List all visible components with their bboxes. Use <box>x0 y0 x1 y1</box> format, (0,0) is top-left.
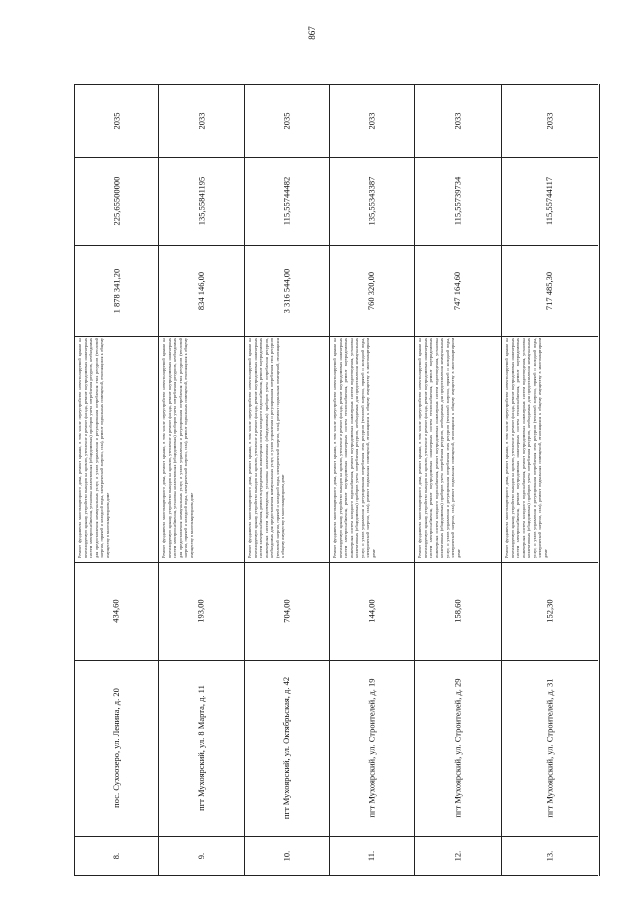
address-text: пгт Мухоярский, ул. 8 Марта, д. 11 <box>196 685 206 811</box>
cost-text: 834 146,00 <box>196 271 206 310</box>
cost-cell <box>414 245 501 336</box>
num-cell <box>244 836 329 876</box>
num-text: 12. <box>452 850 463 862</box>
address-text: пгт Мухоярский, ул. Строителей, д. 19 <box>366 678 377 818</box>
work-description: Ремонт фундамента многоквартирного дома, ремонт крыши, в том числе переустройство невентилируемой крыши на вентилируемую крышу, устройство выходов на кровлю, утепление и ремонт фасада, ремонт внутридомовых инженерных систем электроснабжения, ремонт внутридомовых инженерных систем теплоснабжения, ремонт внутридомовых инженерных систем холодного водоснабжения, ремонт внутридомовых инженерных систем водоотведения, установка коллективных (общедомовых) приборов учета потребления ресурсов, необходимых для предоставления коммунальных услуг, и узлов управления и регулирования потребления этих ресурсов (тепловой энергии, горячей и холодной воды, электрической энергии, газа), ремонт подвальных помещений, относящихся к общему имуществу в многоквартирном доме <box>332 338 376 558</box>
year-text: 2033 <box>544 112 555 129</box>
address-cell <box>501 660 598 836</box>
address-cell <box>414 660 501 836</box>
address-text: пгт Мухоярский, ул. Строителей, д. 31 <box>544 678 555 818</box>
year-text: 2035 <box>281 112 292 129</box>
cost-text: 1 878 341,20 <box>111 268 121 313</box>
rate-cell <box>329 157 414 245</box>
num-cell <box>501 836 598 876</box>
area-text: 434,60 <box>111 599 121 623</box>
work-description-cell <box>77 338 155 560</box>
year-cell <box>74 84 158 157</box>
num-cell <box>414 836 501 876</box>
rate-cell <box>244 157 329 245</box>
address-cell <box>329 660 414 836</box>
page-number: 867 <box>306 26 317 40</box>
area-cell <box>74 562 158 660</box>
works-table <box>74 84 598 876</box>
year-text: 2033 <box>196 112 206 129</box>
year-text: 2033 <box>366 112 377 129</box>
rate-text: 225,65500000 <box>111 176 121 226</box>
num-text: 13. <box>544 850 555 862</box>
address-cell <box>244 660 329 836</box>
cost-text: 717 485,30 <box>544 271 555 310</box>
work-description-cell <box>504 338 595 560</box>
address-text: пос. Сухоозеро, ул. Ленина, д. 20 <box>111 688 122 808</box>
rate-text: 135,55343387 <box>366 176 377 226</box>
year-text: 2035 <box>111 112 121 129</box>
rate-text: 115,55739734 <box>452 176 463 226</box>
cost-cell <box>74 245 158 336</box>
cost-cell <box>244 245 329 336</box>
area-cell <box>329 562 414 660</box>
work-description-cell <box>161 338 241 560</box>
area-text: 144,00 <box>366 599 377 623</box>
address-text: пгт Мухоярский, ул. Строителей, д. 29 <box>452 678 463 818</box>
rate-text: 115,55744482 <box>281 176 292 226</box>
area-cell <box>501 562 598 660</box>
cost-cell <box>329 245 414 336</box>
area-cell <box>414 562 501 660</box>
rate-cell <box>501 157 598 245</box>
work-description: Ремонт фундамента многоквартирного дома, ремонт крыши, в том числе переустройство невентилируемой крыши на вентилируемую крышу, устройство выходов на кровлю, утепление и ремонт фасада, ремонт внутридомовых инженерных систем электроснабжения, установка коллективных (общедомовых) приборов учета потребления ресурсов, необходимых для предоставления коммунальных услуг, и узлов управления и регулирования потребления этих ресурсов (тепловой энергии, горячей и холодной воды, электрической энергии, газа), ремонт подвальных помещений, относящихся к общему имуществу в многоквартирном доме <box>77 338 110 558</box>
year-cell <box>158 84 244 157</box>
address-text: пгт Мухоярский, ул. Октябрьская, д. 42 <box>281 676 292 820</box>
area-cell <box>244 562 329 660</box>
num-cell <box>329 836 414 876</box>
cost-cell <box>501 245 598 336</box>
area-text: 704,00 <box>281 599 292 623</box>
num-text: 11. <box>366 850 377 862</box>
area-cell <box>158 562 244 660</box>
year-cell <box>244 84 329 157</box>
rate-text: 135,55841195 <box>196 176 206 226</box>
work-description-cell <box>332 338 411 560</box>
num-text: 10. <box>281 850 292 862</box>
year-cell <box>414 84 501 157</box>
num-cell <box>158 836 244 876</box>
cost-text: 747 164,60 <box>452 271 463 310</box>
cost-text: 760 320,00 <box>366 271 377 310</box>
cost-text: 3 316 544,00 <box>281 268 292 313</box>
area-text: 152,30 <box>544 599 555 623</box>
rate-cell <box>414 157 501 245</box>
work-description: Ремонт фундамента многоквартирного дома, ремонт крыши, в том числе переустройство невентилируемой крыши на вентилируемую крышу, устройство выходов на кровлю, утепление и ремонт фасада, ремонт внутридомовых инженерных систем электроснабжения, ремонт внутридомовых инженерных систем теплоснабжения, ремонт внутридомовых инженерных систем холодного водоснабжения, ремонт внутридомовых инженерных систем водоотведения, установка коллективных (общедомовых) приборов учета потребления ресурсов, необходимых для предоставления коммунальных услуг, и узлов управления и регулирования потребления этих ресурсов (тепловой энергии, горячей и холодной воды, электрической энергии, газа), ремонт подвальных помещений, относящихся к общему имуществу в многоквартирном доме <box>417 338 461 558</box>
rate-cell <box>74 157 158 245</box>
work-description: Ремонт фундамента многоквартирного дома, ремонт крыши, в том числе переустройство невентилируемой крыши на вентилируемую крышу, устройство выходов на кровлю, утепление и ремонт фасада, ремонт внутридомовых инженерных систем электроснабжения, ремонт внутридомовых инженерных систем холодного водоснабжения, ремонт внутридомовых инженерных систем водоотведения, установка коллективных (общедомовых) приборов учета потребления ресурсов, необходимых для предоставления коммунальных услуг, и узлов управления и регулирования потребления этих ресурсов (тепловой энергии, горячей и холодной воды, электрической энергии, газа), ремонт подвальных помещений, относящихся к общему имуществу в многоквартирном доме <box>247 338 285 558</box>
year-cell <box>329 84 414 157</box>
year-cell <box>501 84 598 157</box>
cost-cell <box>158 245 244 336</box>
year-text: 2033 <box>452 112 463 129</box>
num-text: 9. <box>196 852 206 860</box>
rate-text: 115,55744117 <box>544 176 555 226</box>
num-cell <box>74 836 158 876</box>
rate-cell <box>158 157 244 245</box>
address-cell <box>74 660 158 836</box>
num-text: 8. <box>111 852 121 860</box>
area-text: 193,00 <box>196 599 206 623</box>
work-description: Ремонт фундамента многоквартирного дома, ремонт крыши, в том числе переустройство невентилируемой крыши на вентилируемую крышу, устройство выходов на кровлю, утепление и ремонт фасада, ремонт внутридомовых инженерных систем электроснабжения, ремонт внутридомовых инженерных систем теплоснабжения, ремонт внутридомовых инженерных систем холодного водоснабжения, ремонт внутридомовых инженерных систем водоотведения, установка коллективных (общедомовых) приборов учета потребления ресурсов, необходимых для предоставления коммунальных услуг, и узлов управления и регулирования потребления этих ресурсов (тепловой энергии, горячей и холодной воды, электрической энергии, газа), ремонт подвальных помещений, относящихся к общему имуществу в многоквартирном доме <box>504 338 548 558</box>
work-description-cell <box>247 338 326 560</box>
work-description-cell <box>417 338 498 560</box>
area-text: 158,60 <box>452 599 463 623</box>
work-description: Ремонт фундамента многоквартирного дома, ремонт крыши, в том числе переустройство невентилируемой крыши на вентилируемую крышу, устройство выходов на кровлю, утепление и ремонт фасада, ремонт внутридомовых инженерных систем электроснабжения, установка коллективных (общедомовых) приборов учета потребления ресурсов, необходимых для предоставления коммунальных услуг, и узлов управления и регулирования потребления этих ресурсов (тепловой энергии, горячей и холодной воды, электрической энергии, газа), ремонт подвальных помещений, относящихся к общему имуществу в многоквартирном доме <box>161 338 194 558</box>
address-cell <box>158 660 244 836</box>
